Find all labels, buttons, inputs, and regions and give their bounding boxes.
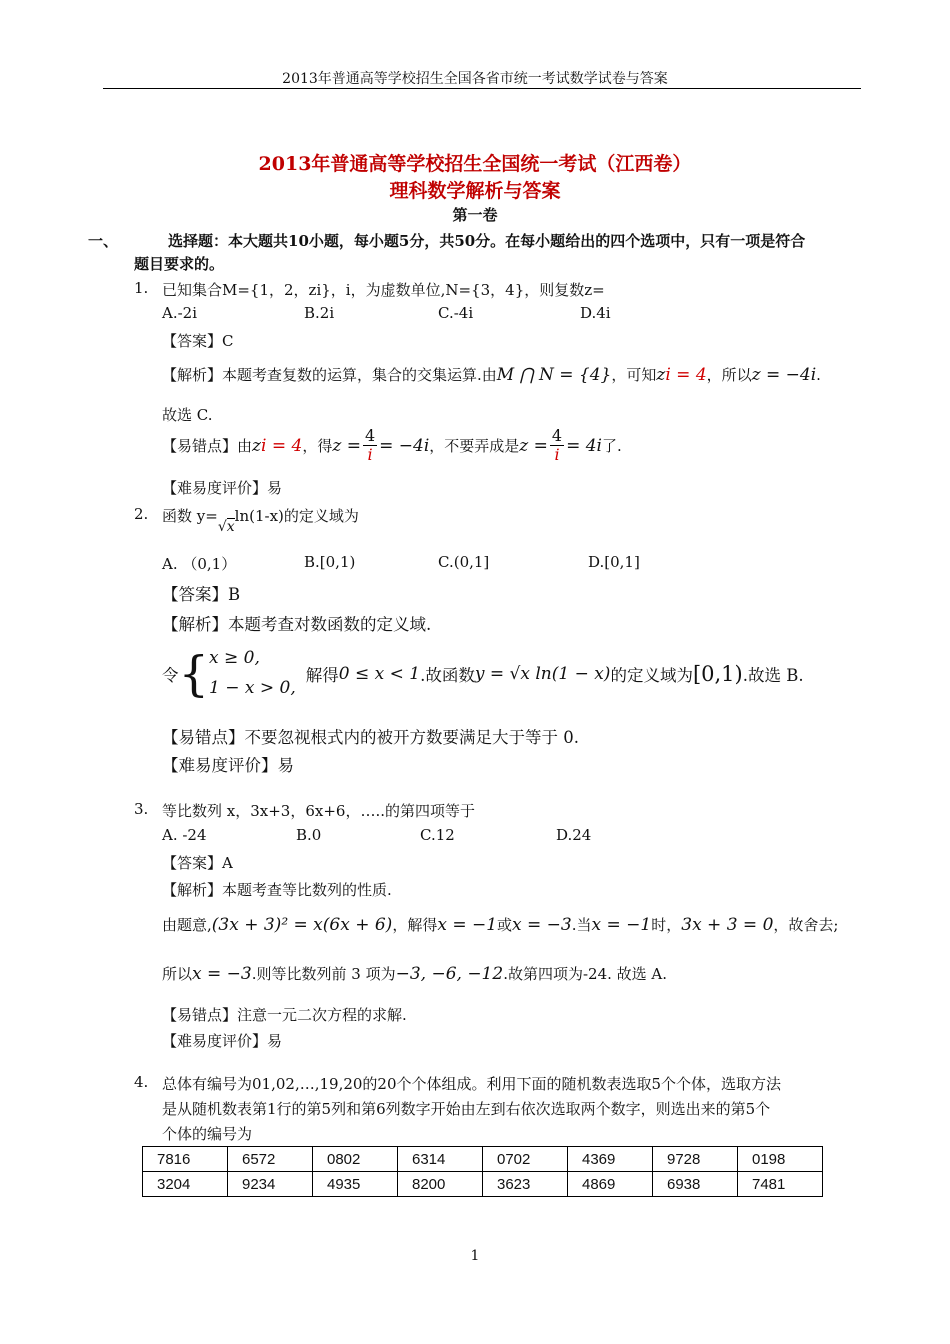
q3-difficulty [162, 1030, 282, 1051]
table-cell: 0198 [738, 1147, 823, 1172]
table-row [143, 1147, 823, 1172]
q3-answer-value: A [222, 854, 233, 872]
table-cell: 4869 [568, 1172, 653, 1197]
q1-option-d: D.4i [580, 304, 611, 322]
table-cell: 6938 [653, 1172, 738, 1197]
q1-analysis-end: . [816, 366, 821, 384]
frac-den: i [367, 445, 373, 464]
q1-error-mid2: ，不要弄成是 [429, 437, 520, 455]
q2-radicand: x [226, 519, 235, 535]
q2-answer [162, 581, 240, 605]
q2-option-c: C.(0,1] [438, 553, 490, 571]
section-heading-line2: 题目要求的。 [134, 255, 225, 273]
error-tag: 【易错点】 [162, 728, 245, 747]
q2-solve-pre: 解得 [305, 665, 339, 685]
q3-line2-end: .故第四项为-24. 故选 A. [503, 965, 668, 983]
q2-interval: [0,1) [692, 661, 743, 686]
frac-num: 4 [551, 426, 563, 445]
q3-eq4: 3x + 3 = 0 [681, 915, 774, 935]
sqrt-icon: √x [217, 519, 235, 535]
analysis-tag: 【解析】 [162, 366, 223, 384]
answer-tag: 【答案】 [162, 332, 223, 350]
q1-conclusion: 故选 C. [162, 406, 213, 424]
q1-analysis-math1: M ⋂ N = {4} [496, 365, 612, 385]
q2-difficulty [162, 752, 294, 776]
table-cell: 0702 [483, 1147, 568, 1172]
page-number: 1 [470, 1248, 480, 1264]
q1-error-fraction2 [550, 428, 564, 463]
error-tag: 【易错点】 [162, 437, 238, 455]
q3-line2-pre: 所以 [162, 965, 193, 983]
random-number-table [142, 1146, 823, 1197]
answer-tag: 【答案】 [162, 854, 223, 872]
q2-case1: x ≥ 0, [209, 648, 260, 668]
q1-error-pre: 由 [237, 437, 253, 455]
analysis-tag: 【解析】 [162, 615, 228, 634]
q1-option-a: A.-2i [162, 304, 198, 322]
table-cell: 6314 [398, 1147, 483, 1172]
q2-stem-pre: 函数 y= [162, 507, 218, 525]
q3-eq3-repeat: x = −3 [192, 964, 252, 984]
q3-eq1: (3x + 3)² = x(6x + 6) [211, 915, 393, 935]
q1-answer-value: C [222, 332, 234, 350]
q1-error-math1: zi = 4 [252, 435, 303, 456]
frac-den: i [554, 445, 560, 464]
table-cell: 7481 [738, 1172, 823, 1197]
q2-error-text: 不要忽视根式内的被开方数要满足大于等于 0. [244, 728, 579, 747]
q4-number: 4. [134, 1073, 149, 1091]
q1-difficulty-value: 易 [267, 479, 283, 497]
q1-analysis [162, 364, 821, 385]
q3-eq2-repeat: x = −1 [591, 915, 652, 935]
table-cell: 6572 [228, 1147, 313, 1172]
q2-error [162, 724, 579, 748]
answer-tag: 【答案】 [162, 585, 228, 604]
table-cell: 3623 [483, 1172, 568, 1197]
q3-stem: 等比数列 x，3x+3，6x+6，…..的第四项等于 [162, 802, 475, 820]
q3-option-a: A. -24 [162, 826, 207, 844]
q2-stem [162, 505, 359, 535]
q3-analysis-text: 本题考查等比数列的性质. [222, 881, 392, 899]
header-rule [103, 88, 861, 89]
q3-line1-mid: ，解得 [392, 916, 438, 934]
q3-line1 [162, 914, 838, 935]
table-cell: 9234 [228, 1172, 313, 1197]
q3-line1-or: 或 [497, 916, 513, 934]
q4-stem-line1: 总体有编号为01,02,…,19,20的20个个体组成。利用下面的随机数表选取5个个体，选取方法 [162, 1075, 782, 1093]
q3-option-c: C.12 [420, 826, 455, 844]
table-cell: 4935 [313, 1172, 398, 1197]
difficulty-tag: 【难易度评价】 [162, 756, 278, 775]
q2-difficulty-value: 易 [277, 756, 294, 775]
q2-answer-value: B [228, 585, 241, 604]
q3-eq3: x = −3 [512, 915, 572, 935]
q2-case-system [209, 644, 296, 704]
doc-title-line2: 理科数学解析与答案 [389, 180, 561, 202]
error-tag: 【易错点】 [162, 1006, 238, 1024]
section-number: 一、 [88, 232, 119, 250]
q2-case2: 1 − x > 0, [209, 677, 296, 698]
q1-error-lhs1: z = [332, 435, 361, 456]
table-cell: 0802 [313, 1147, 398, 1172]
q1-difficulty [162, 477, 282, 498]
table-cell: 9728 [653, 1147, 738, 1172]
q3-line2 [162, 963, 667, 984]
section-heading-line1: 选择题：本大题共10小题，每小题5分，共50分。在每小题给出的四个选项中，只有一项是符合 [168, 232, 806, 250]
q1-error-fraction1 [363, 428, 377, 463]
q1-error [162, 428, 622, 463]
table-cell: 4369 [568, 1147, 653, 1172]
q1-error-mid: ，得 [302, 437, 333, 455]
q2-analysis-text: 本题考查对数函数的定义域. [228, 615, 432, 634]
q2-solve-mid: .故函数 [420, 665, 475, 685]
table-cell: 8200 [398, 1172, 483, 1197]
analysis-tag: 【解析】 [162, 881, 223, 899]
q3-eq5: −3, −6, −12 [395, 964, 504, 984]
q2-solve-end: .故选 B. [742, 665, 804, 685]
frac-num: 4 [364, 426, 376, 445]
q4-stem-line2: 是从随机数表第1行的第5列和第6列数字开始由左到右依次选取两个数字，则选出来的第5个 [162, 1100, 771, 1118]
brace-icon: { [178, 645, 210, 702]
q3-option-d: D.24 [556, 826, 592, 844]
q2-option-d: D.[0,1] [588, 553, 640, 571]
q1-error-rhs1: = −4i [379, 435, 430, 456]
q2-func: y = √x ln(1 − x) [474, 663, 611, 684]
q3-error-text: 注意一元二次方程的求解. [237, 1006, 407, 1024]
volume-heading: 第一卷 [452, 206, 498, 224]
doc-title-line1: 2013年普通高等学校招生全国统一考试（江西卷） [258, 153, 692, 175]
q2-option-a: A. （0,1） [162, 555, 237, 573]
q1-analysis-text: 本题考查复数的运算，集合的交集运算.由 [222, 366, 497, 384]
q1-analysis-mid: ，可知 [611, 366, 657, 384]
difficulty-tag: 【难易度评价】 [162, 1032, 268, 1050]
table-cell: 3204 [143, 1172, 228, 1197]
q1-error-end: 了. [602, 437, 622, 455]
q2-solve-math: 0 ≤ x < 1 [338, 663, 421, 684]
q2-solve-mid2: 的定义域为 [610, 665, 693, 685]
q1-option-b: B.2i [304, 304, 335, 322]
q1-answer [162, 330, 234, 351]
q2-solution [162, 644, 804, 704]
q4-stem-line3: 个体的编号为 [162, 1125, 253, 1143]
q1-stem: 已知集合M={1，2，zi}，i，为虚数单位,N={3，4}，则复数z= [162, 281, 605, 299]
q1-analysis-mid2: ，所以 [706, 366, 752, 384]
difficulty-tag: 【难易度评价】 [162, 479, 268, 497]
q1-option-c: C.-4i [438, 304, 474, 322]
q1-analysis-math3: z = −4i [751, 365, 817, 385]
q1-analysis-math2-text: i = 4 [665, 365, 707, 385]
q3-line1-when: .当 [571, 916, 592, 934]
q3-answer [162, 852, 233, 873]
q3-error [162, 1004, 407, 1025]
running-header: 2013年普通高等学校招生全国各省市统一考试数学试卷与答案 [282, 71, 668, 87]
q1-analysis-math2: zi = 4 [656, 365, 707, 385]
q3-line1-then: 时， [651, 916, 682, 934]
q3-line1-end: ，故舍去; [773, 916, 839, 934]
q2-ling: 令 [162, 665, 179, 685]
q2-analysis [162, 611, 431, 635]
q1-error-lhs2: z = [519, 435, 548, 456]
q3-option-b: B.0 [296, 826, 322, 844]
q3-line1-pre: 由题意, [162, 916, 212, 934]
q3-analysis [162, 879, 392, 900]
q1-error-math1-text: i = 4 [261, 435, 303, 456]
q2-stem-post: ln(1-x)的定义域为 [234, 507, 359, 525]
q3-line2-mid: .则等比数列前 3 项为 [251, 965, 396, 983]
q2-option-b: B.[0,1) [304, 553, 356, 571]
q1-number: 1. [134, 279, 149, 297]
table-row [143, 1172, 823, 1197]
q1-error-rhs2: = 4i [566, 435, 602, 456]
q3-difficulty-value: 易 [267, 1032, 283, 1050]
q3-eq2: x = −1 [437, 915, 498, 935]
q3-number: 3. [134, 800, 149, 818]
table-cell: 7816 [143, 1147, 228, 1172]
q2-number: 2. [134, 505, 149, 523]
